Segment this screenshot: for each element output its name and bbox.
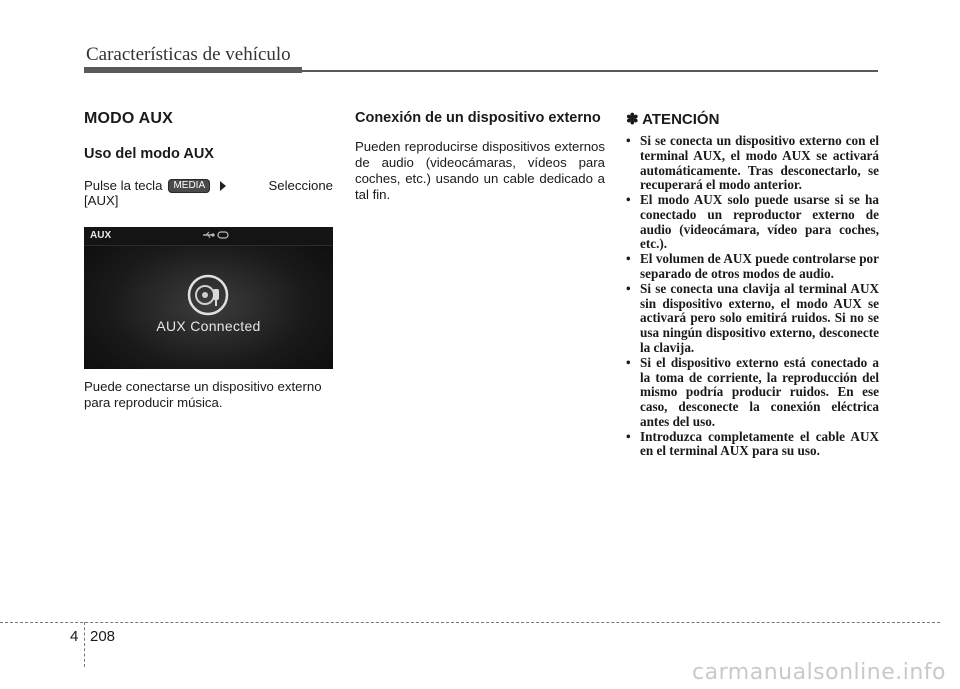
instruction-prefix: Pulse la tecla <box>84 178 163 193</box>
footer-vertical-divider <box>84 622 85 667</box>
header-title: Características de vehículo <box>86 44 291 65</box>
screen-caption: Puede conectarse un dispositivo externo para reproducir música. <box>84 379 322 411</box>
aux-disc-icon <box>186 273 230 317</box>
list-item: • Si se conecta una clavija al terminal AUX sin dispositivo externo, el modo AUX se activará pero solo emitirá ruidos. Si no se usa ningún dispositivo externo, desconecte la clavija. <box>626 280 879 355</box>
list-item: • El modo AUX solo puede usarse si se ha conectado un reproductor externo de audio (videocámara, vídeo para coches, etc.). <box>626 192 879 252</box>
section-body: Pueden reproducirse dispositivos externos de audio (videocámaras, vídeos para coches, etc.) usando un cable dedicado a tal fin. <box>355 138 605 202</box>
list-item: • Introduzca completamente el cable AUX en el terminal AUX para su uso. <box>626 428 879 459</box>
column-external-device <box>355 110 605 203</box>
section-heading: Conexión de un dispositivo externo <box>355 110 601 126</box>
right-triangle-icon <box>220 181 226 191</box>
attention-title: ✽ ATENCIÓN <box>626 111 720 128</box>
chapter-number: 4 <box>70 628 79 645</box>
header-bar-thin <box>300 70 878 72</box>
usb-icon <box>202 230 232 242</box>
list-item: • Si se conecta un dispositivo externo con el terminal AUX, el modo AUX se activará automáticamente. Tras desconectarlo, se recuperará el modo anterior. <box>626 133 879 193</box>
instruction-option: [AUX] <box>84 193 119 208</box>
media-key-icon: MEDIA <box>168 179 210 193</box>
instruction-line <box>84 178 333 193</box>
header-bar-thick <box>84 67 302 73</box>
screen-status-bar <box>84 227 333 246</box>
section-heading: MODO AUX <box>84 110 174 127</box>
watermark: carmanualsonline.info <box>692 660 946 685</box>
attention-list <box>626 134 879 459</box>
column-aux-mode <box>84 110 333 411</box>
instruction-action: Seleccione <box>268 178 333 193</box>
footer-divider <box>0 622 940 623</box>
page-number: 208 <box>90 628 116 645</box>
aux-screen-image <box>84 227 333 369</box>
screen-mode-label: AUX <box>90 230 112 242</box>
list-item: • El volumen de AUX puede controlarse por separado de otros modos de audio. <box>626 251 879 282</box>
column-attention <box>626 110 879 459</box>
screen-status-text: AUX Connected <box>156 318 261 335</box>
list-item: • Si el dispositivo externo está conectado a la toma de corriente, la reproducción del mismo podría producir ruidos. En ese caso, desconecte la conexión eléctrica antes del uso. <box>626 354 879 429</box>
section-subheading: Uso del modo AUX <box>84 146 214 162</box>
